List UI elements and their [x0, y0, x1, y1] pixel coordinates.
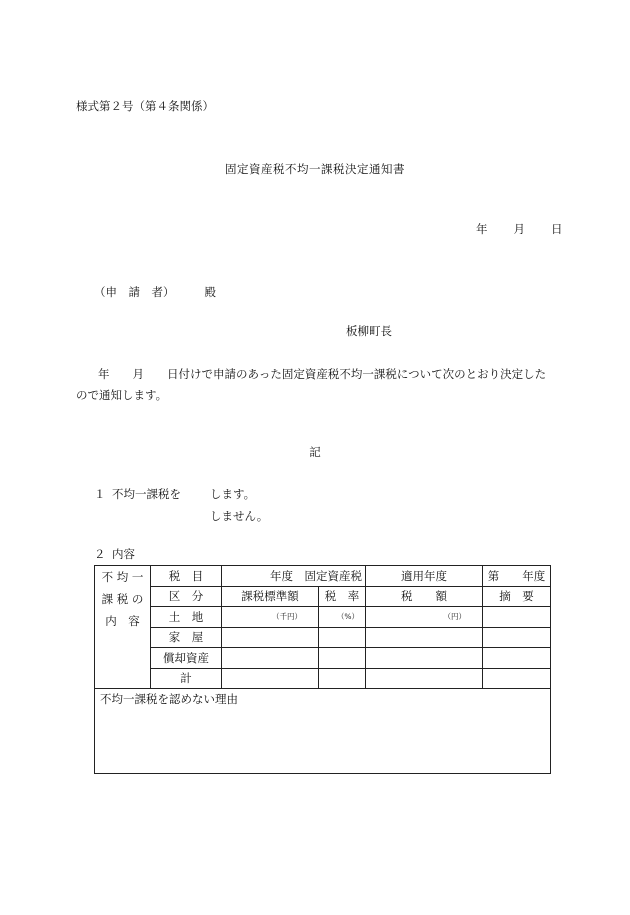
- tax-item-value: 年度 固定資産税: [222, 566, 366, 587]
- reason-cell: 不均一課税を認めない理由: [95, 689, 551, 774]
- tax-item-label: 税 目: [151, 566, 222, 587]
- rate-cell: [319, 627, 366, 648]
- applicable-year-value: 第 年度: [483, 566, 551, 587]
- unit-amount: （円）: [366, 607, 483, 628]
- item1-option-not: しません。: [210, 509, 269, 523]
- note-cell: [483, 627, 551, 648]
- applicable-year-label: 適用年度: [366, 566, 483, 587]
- table-row: [95, 586, 551, 607]
- date-line: [476, 223, 563, 237]
- content-table: [94, 565, 551, 774]
- amount-cell: [366, 648, 483, 669]
- unit-rate: （%）: [319, 607, 366, 628]
- base-cell: [222, 668, 319, 689]
- table-row: [95, 668, 551, 689]
- item1-number: １: [94, 487, 106, 501]
- row-label: 償却資産: [151, 648, 222, 669]
- addressee-honorific: 殿: [204, 285, 216, 299]
- col-amount: 税 額: [366, 586, 483, 607]
- left-header-line: 課 税 の: [101, 592, 144, 606]
- amount-cell: [366, 627, 483, 648]
- form-number: 様式第２号（第４条関係）: [76, 99, 214, 113]
- rate-cell: [319, 668, 366, 689]
- date-year: 年: [476, 222, 488, 236]
- item1-label: 不均一課税を: [112, 487, 181, 501]
- body-text: 年 月 日付けで申請のあった固定資産税不均一課税について次のとおり決定したので通知します。: [76, 367, 547, 402]
- table-row: [95, 627, 551, 648]
- item1-option-do: します。: [210, 487, 256, 501]
- base-cell: [222, 627, 319, 648]
- item2-label: 内容: [112, 547, 135, 561]
- addressee: [94, 286, 216, 300]
- date-month: 月: [513, 222, 525, 236]
- table-row: [95, 648, 551, 669]
- amount-cell: [366, 668, 483, 689]
- table-row: [95, 607, 551, 628]
- table-row: [95, 689, 551, 774]
- base-cell: [222, 648, 319, 669]
- addressee-label: （申 請 者）: [94, 285, 175, 299]
- left-header-line: 不 均 一: [101, 570, 144, 584]
- item2-number: ２: [94, 547, 106, 561]
- row-label: 家 屋: [151, 627, 222, 648]
- col-rate: 税 率: [319, 586, 366, 607]
- date-day: 日: [551, 222, 563, 236]
- sender: 板柳町長: [346, 324, 392, 338]
- left-header-line: 内 容: [105, 614, 140, 628]
- col-note: 摘 要: [483, 586, 551, 607]
- note-cell: [483, 648, 551, 669]
- note-cell: [483, 607, 551, 628]
- table-left-header: [95, 566, 151, 689]
- ki-heading: 記: [309, 445, 321, 459]
- row-label: 計: [151, 668, 222, 689]
- table-row: [95, 566, 551, 587]
- document-title: 固定資産税不均一課税決定通知書: [225, 162, 405, 176]
- unit-base: （千円）: [222, 607, 319, 628]
- note-cell: [483, 668, 551, 689]
- col-category: 区 分: [151, 586, 222, 607]
- rate-cell: [319, 648, 366, 669]
- row-label: 土 地: [151, 607, 222, 628]
- col-base: 課税標準額: [222, 586, 319, 607]
